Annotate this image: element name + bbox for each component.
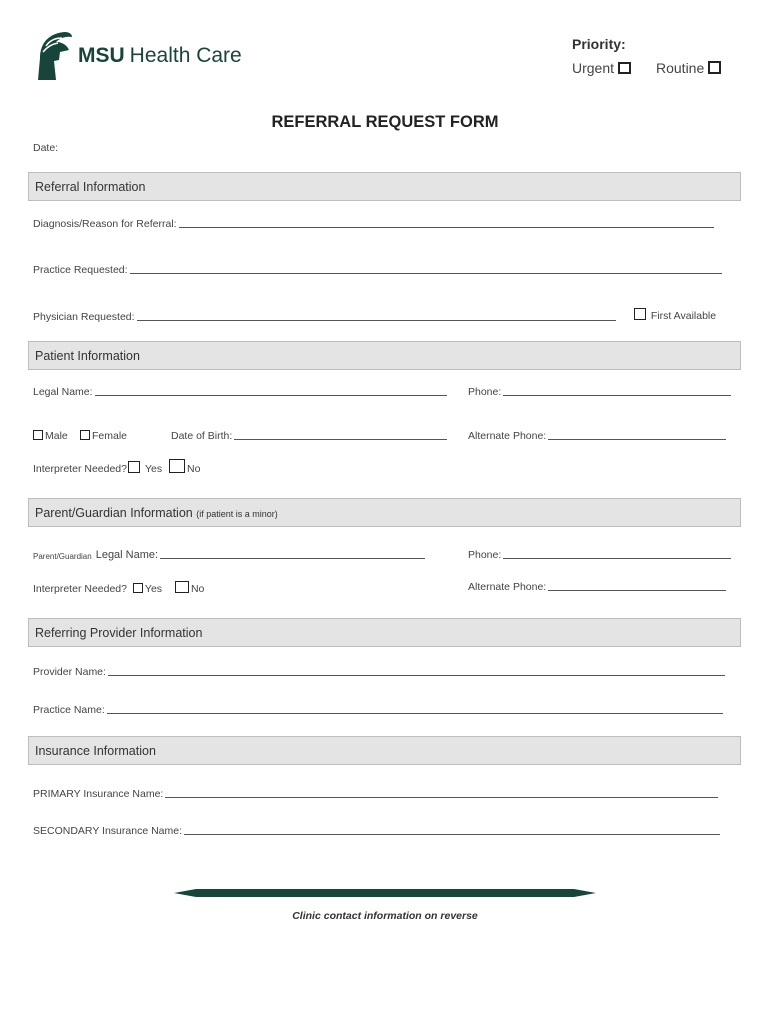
guardian-legal-name-field[interactable]: Parent/Guardian Legal Name: (33, 549, 425, 561)
guardian-phone-field[interactable]: Phone: (468, 549, 731, 561)
footer-divider (174, 886, 596, 900)
patient-interpreter-yes-checkbox[interactable] (128, 461, 140, 473)
secondary-insurance-field[interactable]: SECONDARY Insurance Name: (33, 825, 720, 837)
female-option[interactable]: Female (80, 430, 127, 442)
date-label: Date: (33, 142, 59, 154)
logo (32, 30, 242, 82)
first-available-option[interactable]: First Available (634, 308, 716, 322)
diagnosis-field[interactable]: Diagnosis/Reason for Referral: (33, 218, 714, 230)
patient-phone-field[interactable]: Phone: (468, 386, 731, 398)
provider-name-field[interactable]: Provider Name: (33, 666, 725, 678)
practice-requested-field[interactable]: Practice Requested: (33, 264, 722, 276)
patient-alt-phone-field[interactable]: Alternate Phone: (468, 430, 726, 442)
physician-requested-field[interactable]: Physician Requested: (33, 311, 616, 323)
footer-note: Clinic contact information on reverse (292, 910, 478, 922)
patient-interpreter-row: Interpreter Needed? Yes No (33, 459, 200, 475)
priority-label: Priority: (572, 36, 626, 52)
spartan-helmet-icon (32, 30, 74, 82)
patient-section-header: Patient Information (28, 341, 741, 370)
date-field[interactable] (33, 142, 60, 154)
guardian-interpreter-no-checkbox[interactable] (175, 581, 189, 593)
guardian-section-header: Parent/Guardian Information (if patient is a minor) (28, 498, 741, 527)
routine-label: Routine (656, 60, 705, 76)
referral-section-header: Referral Information (28, 172, 741, 201)
male-option[interactable]: Male (33, 430, 68, 442)
first-available-checkbox[interactable] (634, 308, 646, 320)
legal-name-field[interactable]: Legal Name: (33, 386, 447, 398)
urgent-checkbox[interactable] (618, 62, 631, 74)
priority-urgent[interactable] (572, 60, 633, 76)
form-title: REFERRAL REQUEST FORM (271, 113, 499, 131)
logo-text: Health Care (129, 44, 242, 67)
patient-interpreter-no-checkbox[interactable] (169, 459, 185, 473)
priority-routine[interactable] (656, 60, 723, 76)
practice-name-field[interactable]: Practice Name: (33, 704, 723, 716)
insurance-section-header: Insurance Information (28, 736, 741, 765)
logo-mark: MSU (78, 44, 125, 67)
male-checkbox[interactable] (33, 430, 43, 440)
urgent-label: Urgent (572, 60, 615, 76)
routine-checkbox[interactable] (708, 61, 721, 74)
provider-section-header: Referring Provider Information (28, 618, 741, 647)
female-checkbox[interactable] (80, 430, 90, 440)
primary-insurance-field[interactable]: PRIMARY Insurance Name: (33, 788, 718, 800)
guardian-interpreter-row: Interpreter Needed? Yes No (33, 583, 205, 595)
guardian-interpreter-yes-checkbox[interactable] (133, 583, 143, 593)
guardian-alt-phone-field[interactable]: Alternate Phone: (468, 581, 726, 593)
dob-field[interactable]: Date of Birth: (171, 430, 447, 442)
